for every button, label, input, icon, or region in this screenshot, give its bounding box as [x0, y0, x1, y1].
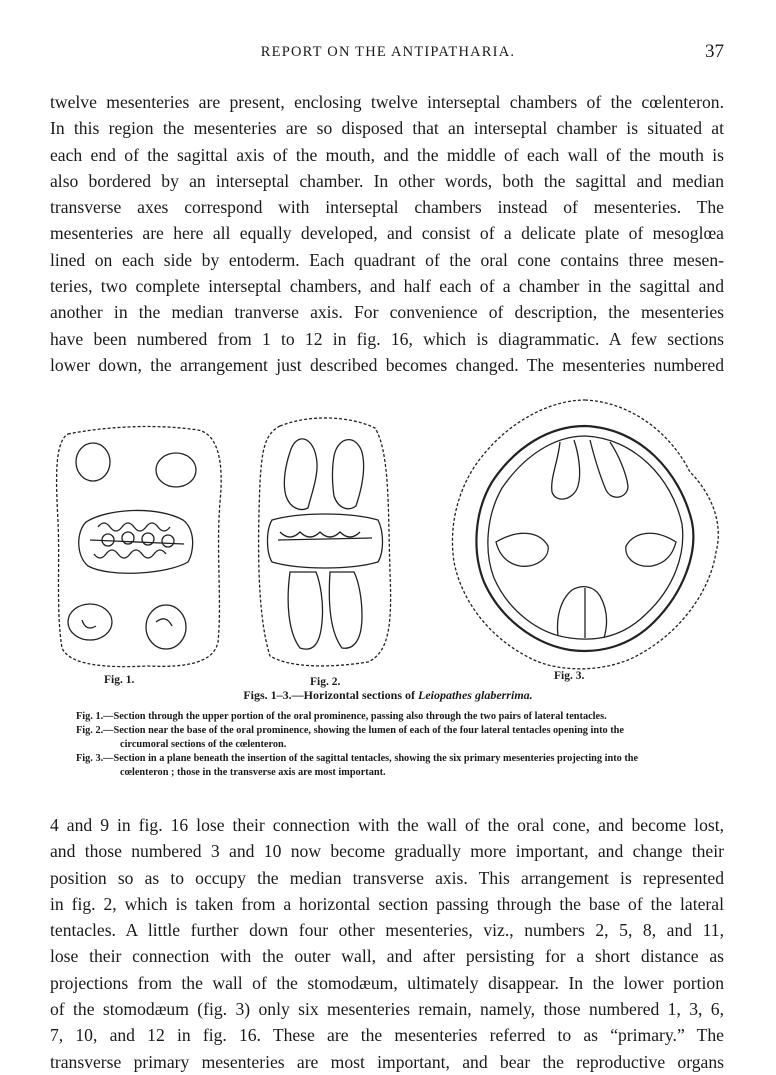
- figure-notes: [76, 710, 724, 780]
- fig-1-drawing: [48, 422, 228, 672]
- text-line: transverse primary mesenteries are most important, and bear the reproductive organs: [50, 1051, 724, 1072]
- text-line: 4 and 9 in fig. 16 lose their connection with the wall of the oral cone, and become lost,: [50, 815, 724, 835]
- fig-note-3-cont: cœlenteron ; those in the transverse axis are most important.: [120, 767, 386, 778]
- fig-1-label: Fig. 1.: [104, 674, 135, 686]
- fig-2-label: Fig. 2.: [310, 676, 341, 688]
- text-line: projections from the wall of the stomodæum, ultimately disappear. In the lower portion: [50, 972, 724, 993]
- fig-3-label: Fig. 3.: [554, 670, 585, 682]
- text-line: mesenteries are here all equally developed, and consist of a delicate plate of mesoglœa: [50, 223, 724, 244]
- fig-note-3-line: Fig. 3.—Section in a plane beneath the insertion of the sagittal tentacles, showing the six primary mesenteries projecting into the: [76, 753, 639, 764]
- text-line: transverse axes correspond with interseptal chambers instead of mesenteries. The: [50, 197, 724, 218]
- text-line: of the stomodæum (fig. 3) only six mesenteries remain, namely, those numbered 1, 3, 6,: [50, 999, 724, 1020]
- text-line: have been numbered from 1 to 12 in fig. 16, which is diagrammatic. A few sections: [50, 328, 724, 349]
- caption-species: Leiopathes glaberrima.: [417, 688, 533, 702]
- fig-note-3: [76, 752, 724, 780]
- text-line: another in the median tranverse axis. For convenience of description, the mesenteries: [50, 302, 724, 323]
- fig-3-drawing: [440, 392, 730, 682]
- paragraph-1: [50, 89, 724, 378]
- text-line: position so as to occupy the median transverse axis. This arrangement is represented: [50, 867, 724, 888]
- text-line: lined on each side by entoderm. Each quadrant of the oral cone contains three mesen-: [50, 249, 724, 270]
- text-line: lose their connection with the outer wall, and after persisting for a short distance as: [50, 946, 724, 967]
- text-line: 7, 10, and 12 in fig. 16. These are the mesenteries referred to as “primary.” The: [50, 1025, 724, 1046]
- text-line: and those numbered 3 and 10 now become gradually more important, and change their: [50, 841, 724, 862]
- running-title: REPORT ON THE ANTIPATHARIA.: [260, 44, 516, 60]
- caption-prefix: Figs. 1–3.—Horizontal sections of: [243, 688, 418, 702]
- figure-area: [40, 392, 736, 692]
- fig-note-1: Fig. 1.—Section through the upper portion of the oral prominence, passing also through the two pairs of lateral tentacles.: [76, 711, 607, 722]
- text-line: teries, two complete interseptal chambers, and half each of a chamber in the sagittal and: [50, 276, 724, 297]
- text-line: twelve mesenteries are present, enclosing twelve interseptal chambers of the cœlenteron.: [50, 92, 724, 112]
- fig-note-2-cont: circumoral sections of the cœlenteron.: [120, 739, 287, 750]
- text-line: lower down, the arrangement just described becomes changed. The mesenteries numbered: [50, 354, 724, 375]
- fig-2-drawing: [250, 412, 400, 672]
- text-line: tentacles. A little further down four other mesenteries, viz., numbers 2, 5, 8, and 11,: [50, 920, 724, 941]
- text-line: each end of the sagittal axis of the mouth, and the middle of each wall of the mouth is: [50, 144, 724, 165]
- text-line: also bordered by an interseptal chamber. In other words, both the sagittal and median: [50, 170, 724, 191]
- page-number: 37: [705, 41, 724, 62]
- text-line: in fig. 2, which is taken from a horizontal section passing through the base of the lateral: [50, 893, 724, 914]
- fig-note-2-line: Fig. 2.—Section near the base of the oral prominence, showing the lumen of each of the four lateral tentacles opening into the: [76, 725, 624, 736]
- fig-note-2: [76, 724, 724, 752]
- running-head: [0, 41, 776, 68]
- text-line: In this region the mesenteries are so disposed that an interseptal chamber is situated at: [50, 118, 724, 139]
- paragraph-2: [50, 812, 724, 1075]
- figure-caption: [0, 688, 776, 703]
